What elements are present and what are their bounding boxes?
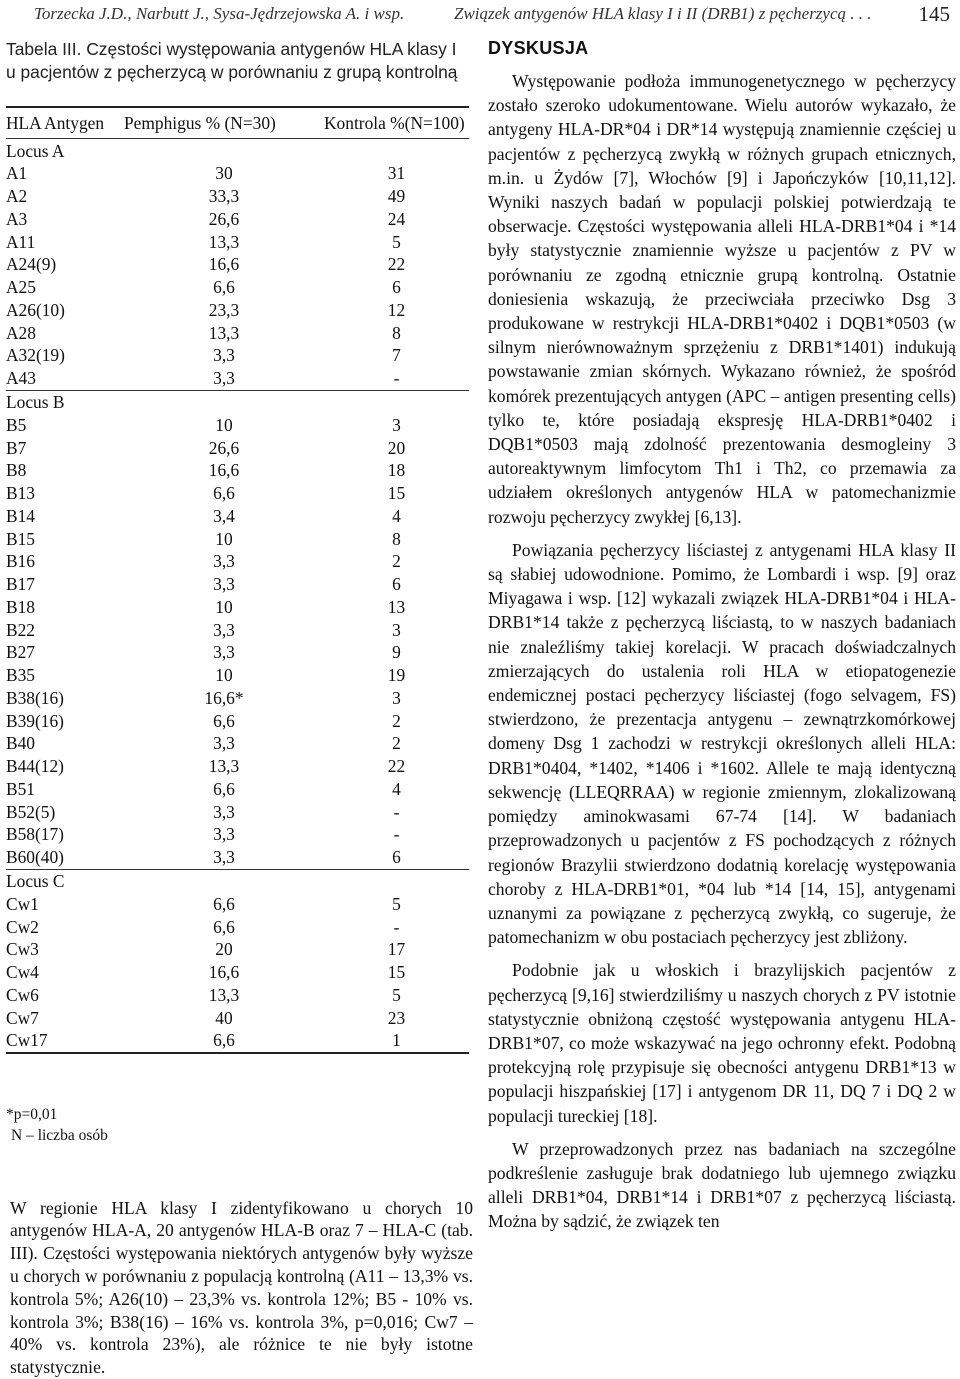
cell-antigen: B60(40): [6, 847, 64, 868]
cell-pemphigus: 3,4: [213, 505, 235, 526]
cell-control: 5: [392, 984, 401, 1005]
table-row: [6, 253, 469, 276]
right-column: [488, 38, 956, 1243]
cell-control: -: [393, 801, 400, 822]
table-row: [6, 162, 469, 185]
cell-pemphigus: 13,3: [208, 756, 240, 777]
cell-control: 6: [392, 277, 401, 298]
table-row: [6, 573, 469, 596]
cell-control: 3: [392, 687, 401, 708]
cell-pemphigus: 3,3: [213, 642, 235, 663]
table-row: [6, 414, 469, 437]
cell-control: 9: [392, 642, 401, 663]
table-row: [6, 915, 469, 938]
table-note-n: N – liczba osób: [11, 1127, 108, 1144]
cell-control: -: [393, 824, 400, 845]
table-row: [6, 505, 469, 528]
table-row: [6, 961, 469, 984]
cell-control: 8: [392, 528, 401, 549]
cell-antigen: A28: [6, 322, 36, 343]
cell-control: 4: [392, 505, 401, 526]
cell-pemphigus: 33,3: [208, 186, 240, 207]
cell-antigen: B58(17): [6, 824, 64, 845]
cell-antigen: B14: [6, 505, 35, 526]
cell-pemphigus: 6,6: [213, 893, 235, 914]
cell-control: 12: [387, 299, 406, 320]
cell-pemphigus: 3,3: [213, 345, 235, 366]
cell-control: 5: [392, 893, 401, 914]
cell-pemphigus: 20: [215, 939, 233, 960]
cell-pemphigus: 16,6: [208, 460, 240, 481]
table-caption: [6, 38, 469, 84]
cell-control: 15: [387, 483, 406, 504]
cell-antigen: A43: [6, 368, 36, 389]
cell-control: 2: [392, 710, 401, 731]
cell-antigen: Cw4: [6, 962, 39, 983]
table-row: [6, 344, 469, 367]
col-header-pemphigus: Pemphigus % (N=30): [124, 113, 276, 133]
cell-control: -: [393, 368, 400, 389]
locus-row: [6, 869, 469, 893]
table-row: [6, 436, 469, 459]
table-row: [6, 984, 469, 1007]
table-row: [6, 185, 469, 208]
table-row: [6, 550, 469, 573]
cell-control: 31: [387, 163, 406, 184]
cell-antigen: A3: [6, 208, 28, 229]
table-row: [6, 800, 469, 823]
cell-antigen: A24(9): [6, 254, 57, 275]
running-head-authors: Torzecka J.D., Narbutt J., Sysa-Jędrzejowska A. i wsp.: [34, 4, 405, 23]
cell-control: 22: [387, 254, 406, 275]
cell-antigen: A11: [6, 231, 36, 252]
cell-antigen: A25: [6, 277, 36, 298]
cell-antigen: B38(16): [6, 687, 64, 708]
cell-pemphigus: 30: [215, 163, 233, 184]
cell-antigen: Cw2: [6, 916, 39, 937]
table-row: [6, 709, 469, 732]
cell-pemphigus: 10: [215, 528, 233, 549]
cell-antigen: B17: [6, 574, 35, 595]
cell-antigen: A1: [6, 163, 28, 184]
cell-control: 13: [387, 596, 406, 617]
cell-pemphigus: 6,6: [213, 916, 235, 937]
locus-label: Locus C: [6, 869, 469, 893]
cell-antigen: Cw3: [6, 939, 39, 960]
cell-antigen: A32(19): [6, 345, 65, 366]
cell-antigen: B39(16): [6, 710, 64, 731]
cell-pemphigus: 3,3: [213, 551, 235, 572]
discussion-heading: DYSKUSJA: [488, 38, 589, 58]
cell-control: 19: [387, 665, 406, 686]
discussion-paragraph-4: W przeprowadzonych przez nas badaniach na szczególne podkreślenie zasługuje brak dodatniego lub ujemnego związku alleli DRB1*04, DRB1*14 i DRB1*07 z pęcherzycą liściastą. Można by sądzić, że związek ten: [488, 1138, 956, 1232]
cell-antigen: B7: [6, 437, 27, 458]
locus-label: Locus B: [6, 390, 469, 414]
table-header-row: [6, 108, 469, 139]
table-body: [6, 139, 469, 1052]
running-head: [34, 2, 950, 28]
cell-antigen: B35: [6, 665, 35, 686]
cell-pemphigus: 13,3: [208, 984, 240, 1005]
left-column: [6, 38, 473, 1378]
cell-control: 20: [387, 437, 406, 458]
discussion-paragraph-1: Występowanie podłoża immunogenetycznego w pęcherzycy zostało szeroko udokumentowane. Wielu autorów wykazało, że antygeny HLA-DR*04 i DR*14 występują znamiennie częściej u pacjentów z pęcherzycą zwykłą w różnych grupach etnicznych, m.in. u Żydów [7], Włochów [9] i Japończyków [10,11,12]. Wyniki naszych badań w populacji polskiej potwierdzają te obserwacje. Częstości występowania alleli HLA-DRB1*04 i *14 były statystycznie znamiennie wyższe u pacjentów z PV w porównaniu ze zgodną etnicznie grupą kontrolną. Ostatnie doniesienia wskazują, że przeciwciała przeciwko Dsg 3 produkowane w restrykcji HLA-DRB1*0402 i DQB1*0503 (w silnym nierównoważnym sprzężeniu z DRB1*1401) indukują powstawanie zmian skórnych. Wykazano również, że spośród komórek prezentujących antygen (APC – antigen presenting cells) tylko te, które posiadają ekspresję HLA-DRB1*0402 i DQB1*0503 mają zdolność prezentowania desmogleiny 3 autoreaktywnym limfocytom Th1 i Th2, co przemawia za udziałem określonych antygenów HLA w patomechanizmie rozwoju pęcherzycy zwykłej [6,13].: [488, 71, 956, 527]
cell-antigen: B8: [6, 460, 27, 481]
page-number: 145: [918, 2, 950, 26]
hla-table-wrapper: [6, 106, 469, 1054]
cell-control: 22: [387, 756, 406, 777]
table-caption-line-2: u pacjentów z pęcherzycą w porównaniu z grupą kontrolną: [6, 62, 458, 82]
cell-antigen: Cw1: [6, 893, 39, 914]
cell-pemphigus: 26,6: [208, 208, 240, 229]
table-row: [6, 778, 469, 801]
table-caption-line-1: Tabela III. Częstości występowania antygenów HLA klasy I: [6, 39, 457, 59]
cell-pemphigus: 6,6: [213, 710, 235, 731]
table-row: [6, 732, 469, 755]
cell-control: 3: [392, 619, 401, 640]
cell-pemphigus: 3,3: [213, 824, 235, 845]
cell-antigen: B22: [6, 619, 35, 640]
table-row: [6, 230, 469, 253]
table-row: [6, 459, 469, 482]
cell-control: 4: [392, 778, 401, 799]
table-row: [6, 527, 469, 550]
cell-pemphigus: 3,3: [213, 574, 235, 595]
cell-control: 2: [392, 551, 401, 572]
cell-pemphigus: 16,6: [208, 254, 240, 275]
cell-pemphigus: 6,6: [213, 277, 235, 298]
table-row: [6, 755, 469, 778]
cell-control: 6: [392, 847, 401, 868]
table-row: [6, 823, 469, 846]
table-notes: [6, 1104, 108, 1146]
cell-control: 24: [387, 208, 406, 229]
cell-antigen: B52(5): [6, 801, 56, 822]
cell-pemphigus: 6,6: [213, 1030, 235, 1051]
cell-pemphigus: 10: [215, 665, 233, 686]
table-row: [6, 1006, 469, 1029]
results-paragraph: W regionie HLA klasy I zidentyfikowano u chorych 10 antygenów HLA-A, 20 antygenów HLA-B oraz 7 – HLA-C (tab. III). Częstości występowania niektórych antygenów były wyższe u chorych w porównaniu z populacją kontrolną (A11 – 13,3% vs. kontrola 5%; A26(10) – 23,3% vs. kontrola 12%; B5 - 10% vs. kontrola 3%; B38(16) – 16% vs. kontrola 3%, p=0,016; Cw7 – 40% vs. kontrola 23%), ale różnice te nie były istotne statystycznie.: [10, 1197, 473, 1378]
table-row: [6, 321, 469, 344]
cell-antigen: B5: [6, 414, 27, 435]
cell-control: 6: [392, 574, 401, 595]
cell-control: 18: [387, 460, 406, 481]
cell-control: 3: [392, 414, 401, 435]
cell-antigen: Cw7: [6, 1007, 39, 1028]
cell-antigen: B18: [6, 596, 35, 617]
cell-antigen: B51: [6, 778, 35, 799]
table-row: [6, 596, 469, 619]
cell-antigen: B44(12): [6, 756, 64, 777]
cell-pemphigus: 3,3: [213, 619, 235, 640]
table-row: [6, 938, 469, 961]
cell-pemphigus: 6,6: [213, 483, 235, 504]
cell-control: 23: [387, 1007, 406, 1028]
table-row: [6, 482, 469, 505]
table-row: [6, 846, 469, 869]
cell-control: 1: [392, 1030, 401, 1051]
table-row: [6, 276, 469, 299]
cell-control: 7: [392, 345, 401, 366]
cell-pemphigus: 16,6: [208, 962, 240, 983]
cell-pemphigus: 3,3: [213, 847, 235, 868]
table-row: [6, 618, 469, 641]
col-header-control: Kontrola %(N=100): [324, 113, 465, 133]
cell-control: 8: [392, 322, 401, 343]
cell-antigen: B40: [6, 733, 35, 754]
cell-antigen: Cw17: [6, 1030, 48, 1051]
cell-pemphigus: 3,3: [213, 733, 235, 754]
locus-row: [6, 390, 469, 414]
cell-pemphigus: 26,6: [208, 437, 240, 458]
cell-pemphigus: 16,6*: [204, 687, 244, 708]
cell-pemphigus: 3,3: [213, 368, 235, 389]
table-note-significance: *p=0,01: [6, 1106, 58, 1123]
cell-pemphigus: 13,3: [208, 322, 240, 343]
running-head-title: Związek antygenów HLA klasy I i II (DRB1) z pęcherzycą . . .: [454, 4, 872, 23]
cell-control: -: [393, 916, 400, 937]
table-row: [6, 299, 469, 322]
table-row: [6, 664, 469, 687]
cell-pemphigus: 23,3: [208, 299, 240, 320]
cell-pemphigus: 3,3: [213, 801, 235, 822]
col-header-antigen: HLA Antygen: [6, 113, 105, 133]
cell-pemphigus: 40: [215, 1007, 233, 1028]
cell-antigen: B15: [6, 528, 35, 549]
cell-control: 2: [392, 733, 401, 754]
cell-antigen: Cw6: [6, 984, 39, 1005]
hla-frequency-table: [6, 108, 469, 1052]
discussion-paragraph-3: Podobnie jak u włoskich i brazylijskich pacjentów z pęcherzycą [9,16] stwierdziliśmy u naszych chorych z PV istotnie statystycznie obniżoną częstość występowania antygenu HLA-DRB1*07, co może wskazywać na jego ochronny efekt. Podobną protekcyjną rolę przypisuje się obecności antygenu DRB1*13 w populacji hiszpańskiej [17] i antygenom DR 11, DQ 7 i DQ 2 w populacji tureckiej [18].: [488, 960, 956, 1126]
locus-label: Locus A: [6, 139, 469, 163]
cell-antigen: A2: [6, 186, 28, 207]
cell-control: 49: [387, 186, 406, 207]
locus-row: [6, 139, 469, 163]
cell-pemphigus: 10: [215, 414, 233, 435]
cell-pemphigus: 6,6: [213, 778, 235, 799]
cell-control: 5: [392, 231, 401, 252]
cell-antigen: B27: [6, 642, 35, 663]
cell-antigen: A26(10): [6, 299, 65, 320]
cell-antigen: B16: [6, 551, 35, 572]
table-row: [6, 687, 469, 710]
table-row: [6, 1029, 469, 1052]
table-row: [6, 893, 469, 916]
cell-control: 17: [387, 939, 406, 960]
table-row: [6, 641, 469, 664]
table-bottom-rule: [6, 1052, 469, 1054]
table-row: [6, 208, 469, 231]
cell-control: 15: [387, 962, 406, 983]
table-row: [6, 367, 469, 390]
cell-pemphigus: 13,3: [208, 231, 240, 252]
cell-antigen: B13: [6, 483, 35, 504]
cell-pemphigus: 10: [215, 596, 233, 617]
discussion-paragraph-2: Powiązania pęcherzycy liściastej z antygenami HLA klasy II są słabiej udowodnione. Pomimo, że Lombardi i wsp. [9] oraz Miyagawa i wsp. [12] wykazali związek HLA-DRB1*04 i HLA-DRB1*14 także z pęcherzycą liściastą, to w naszych badaniach nie znaleźliśmy takiej korelacji. W pracach doświadczalnych zmierzających do ustalenia roli HLA w etiopatogenezie endemicznej postaci pęcherzycy liściastej (fogo selvagem, FS) stwierdzono, że prezentacja antygenu – zewnątrzkomórkowej domeny Dsg 1 zachodzi w restrykcji określonych alleli HLA: DRB1*0404, *1402, *1406 i *1602. Allele te mają identyczną sekwencję (LLEQRRAA) w regionie zmiennym, zlokalizowaną pomiędzy aminokwasami 67-74 [14]. W badaniach przeprowadzonych u pacjentów z FS pochodzących z różnych regionów Brazylii stwierdzono dodatnią korelację występowania choroby z HLA-DRB1*01, *04 lub *14 [14, 15], antygenami uznanymi za powiązane z pęcherzycą zwykłą, co sugeruje, że patomechanizm w obu postaciach pęcherzycy jest zbliżony.: [488, 539, 956, 948]
